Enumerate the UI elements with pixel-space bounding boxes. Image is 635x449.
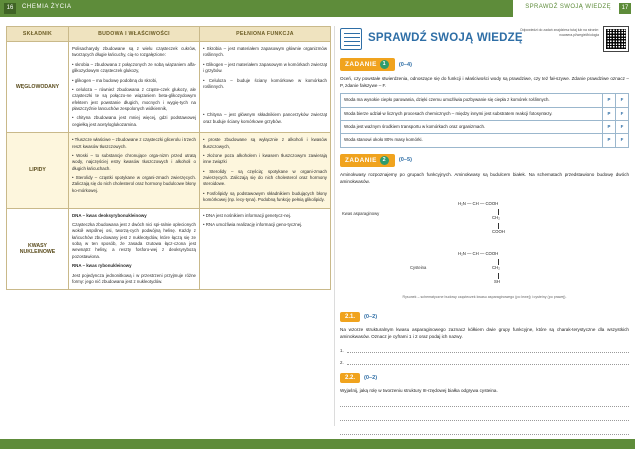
statement-text: Woda stanowi około 80% masy komórki.	[341, 134, 603, 147]
task-number: 2	[380, 156, 389, 165]
subtask-2-2-header	[340, 373, 629, 383]
paragraph: • chityna zbudowana jest mniej więcej, gdzi podstawowej cegiełką jest acetyloglukozamina.	[72, 115, 196, 127]
bond-line	[498, 223, 499, 229]
book-icon	[340, 28, 362, 50]
answer-field[interactable]	[347, 344, 629, 353]
true-option[interactable]: P	[603, 94, 616, 107]
paragraph: • Sterolidy – są częścią; spotykane w organi-zmach zwierzęcych. Zaliczają się do nich cholesterol oraz hormony steroidowe.	[203, 168, 327, 187]
chapter-label: CHEMIA ŻYCIA	[22, 4, 72, 10]
paragraph: • proste zbudowane są wyłącznie z alkoholi i kwasów tłuszczowych,	[203, 137, 327, 149]
row-structure	[69, 133, 200, 207]
amino-acid-figure	[340, 189, 629, 307]
paragraph: • Woski – to substancje chronujące orga-nizm przed utratą wody, najczęściej estry kwasów tłuszczowych i alkoholi o długich łańcuchach.	[72, 152, 196, 171]
check-your-knowledge-section	[340, 26, 629, 435]
row-function	[200, 133, 330, 207]
figure-label-left: Kwas asparaginowy	[342, 210, 380, 216]
task-2-text: Aminokwasy rozpoznajemy po grupach funkcyjnych. Aminokwasy są budulcem białek. Na schematach przedstawiono budowę dwóch aminokwasów.	[340, 171, 629, 184]
statement-text: Woda ma wysokie ciepło parowania, dzięki czemu umożliwia pozbywanie się ciepła z komórek roślinnych.	[341, 94, 603, 107]
row-function	[200, 209, 330, 290]
task-label: ZADANIE 1	[340, 58, 395, 71]
task-label: ZADANIE 2	[340, 154, 395, 167]
table-row	[341, 120, 629, 133]
paragraph: RNA – kwas rybonukleinowy	[72, 263, 132, 269]
answer-field[interactable]	[340, 412, 629, 421]
summary-table	[6, 26, 331, 290]
table-row	[7, 42, 330, 133]
page-number-left: 16	[4, 3, 16, 14]
table-header-function: PEŁNIONA FUNKCJA	[236, 31, 294, 37]
page-number-right: 17	[619, 3, 631, 14]
paragraph: • Chityna – jest głównym składnikiem pancerzyków zwierząt oraz buduje ściany komórkowe grzybów.	[203, 112, 327, 124]
bond-line	[498, 259, 499, 265]
bond-line	[498, 209, 499, 215]
table-header-structure: BUDOWA I WŁAŚCIWOŚCI	[69, 27, 200, 41]
subtask-2-1-header	[340, 312, 629, 322]
column-divider	[334, 26, 335, 426]
paragraph: • złożone poza alkoholem i kwasem tłuszczowym zawierają inne związki	[203, 152, 327, 165]
paragraph: • Fosfolipidy są podstawowym składnikiem budujących błony komórkowej (np. lecy-tyna). Podobną funkcję pełnią glikolipidy.	[203, 190, 327, 203]
figure-caption: Rysunek – schematyczne budowy cząsteczek kwasu asparaginowego (po lewej) i cysteiny (po prawej).	[402, 294, 567, 299]
paragraph: Jest pojedyncza jednonitkową i w przestrzeni przyjmuje różne formy: jego nić zbudowana jest z nukleotydów.	[72, 272, 196, 284]
true-option[interactable]: P	[603, 120, 616, 133]
table-row	[341, 134, 629, 147]
subtask-2-2-text: Wyjaśnij, jaką rolę w tworzeniu struktury III-rzędowej białka odgrywa cysteina.	[340, 388, 498, 394]
formula-line: CH₂	[492, 214, 500, 220]
row-structure	[69, 209, 200, 290]
subtask-tag: 2.1.	[340, 312, 360, 322]
formula-line: H₂N — CH — COOH	[458, 200, 499, 206]
formula-line: SH	[494, 278, 500, 284]
false-option[interactable]: F	[616, 134, 629, 147]
task-2-header	[340, 154, 629, 167]
task-number: 1	[380, 60, 389, 69]
false-option[interactable]: F	[616, 107, 629, 120]
table-header-component: SKŁADNIK	[7, 27, 69, 41]
formula-line: COOH	[492, 228, 505, 234]
answer-line[interactable]	[340, 356, 629, 365]
answer-line[interactable]	[340, 344, 629, 353]
answer-line-number: 2.	[340, 360, 344, 366]
statement-text: Woda jest ważnym środkiem transportu w komórkach oraz organizmach.	[341, 120, 603, 133]
subtask-points: (0–2)	[364, 313, 378, 320]
paragraph: • celuloza – również zbudowana z cząste-czek glukozy, ale cząsteczki te są połączo-ne wiązaniem beta-glikozydowym efektem jest powstanie długich, mocnych i wygię-tych na płaszczyźnie lancuchów zespolonych wiókiennik,	[72, 86, 196, 111]
formula-line: CH₂	[492, 264, 500, 270]
false-option[interactable]: F	[616, 94, 629, 107]
paragraph: • Skrobia – jest materiałem zapasowym głównie organizmów roślinnych.	[203, 46, 327, 58]
answers-note: Odpowiedzi do zadań znajdziesz tutaj lub na stronie: nowaera.pl/wegiel/biologia	[520, 28, 599, 38]
table-row	[7, 133, 330, 208]
paragraph: • Tłuszcze właściwe – zbudowane z cząsteczki glicerolu i trzech reszt kwasów tłuszczowych.	[72, 137, 196, 149]
subtask-2-1-text: Na wzorze strukturalnym kwasu asparaginowego zaznacz kółkiem dwie grupy funkcyjne, które są charak-terystyczne dla wszystkich aminokwasów. Oznacz je cyframi 1 i 2 oraz podaj ich nazwy.	[340, 326, 629, 340]
subtask-tag: 2.2.	[340, 373, 360, 383]
row-function	[200, 42, 330, 132]
true-option[interactable]: P	[603, 107, 616, 120]
statement-text: Woda bierze udział w licznych procesach chemicznych – między innymi jest substratem reakcji fotosyntezy.	[341, 107, 603, 120]
paragraph: • RNA umożliwia realizację informacji geno-tycznej.	[203, 221, 303, 227]
page-footer-bar	[0, 439, 635, 449]
bond-line	[498, 273, 499, 279]
formula-line: H₂N — CH — COOH	[458, 250, 499, 256]
qr-code-icon[interactable]	[603, 26, 629, 52]
paragraph: • skrobia – zbudowana z połączonych ze sobą wiązaniem alfa-glikozydowym cząsteczek glukozy,	[72, 61, 196, 74]
paragraph: • glikogen – ma budowę podobną do skrobi,	[72, 77, 158, 83]
paragraph: Polisacharydy zbudowane są z wielu cząsteczek cukrów, tworzących długie łańcuchy, cią-ro rozgałęzione:	[72, 46, 196, 58]
paragraph: • Sterolidy – cząstki spotykane w organi-zmach zwierzęcych. Zaliczają się do nich cholesterol oraz hormony budulcowe błony ko-mórkowej.	[72, 175, 196, 193]
paragraph: • Celuloza – buduje ściany komórkowe w komórkach roślinnych.	[203, 77, 327, 89]
row-category: LIPIDY	[7, 133, 69, 207]
task-points: (0–5)	[398, 157, 412, 164]
table-row	[341, 94, 629, 107]
paragraph: • DNA jest nośnikiem informacji genetycz-nej.	[203, 212, 292, 218]
paragraph: DNA – kwas deoksyrybonukleinowy	[72, 212, 147, 218]
true-false-table	[340, 93, 629, 148]
answer-line-number: 1.	[340, 348, 344, 354]
answer-field[interactable]	[340, 426, 629, 435]
section-tab-label: SPRAWDŹ SWOJĄ WIEDZĘ	[525, 4, 611, 10]
false-option[interactable]: F	[616, 120, 629, 133]
section-heading	[340, 26, 629, 56]
section-title: SPRAWDŹ SWOJĄ WIEDZĘ	[368, 32, 523, 44]
table-row	[341, 107, 629, 120]
table-header-row	[7, 27, 330, 42]
task-points: (0–4)	[398, 61, 412, 68]
page-header-bar	[0, 0, 635, 17]
paragraph: • Glikogen – jest materiałem zapasowym w komórkach zwierząt i grzybów.	[203, 61, 327, 74]
table-row	[7, 209, 330, 290]
task-1-header	[340, 58, 629, 71]
figure-label-right: Cysteina	[410, 264, 427, 270]
row-structure	[69, 42, 200, 132]
true-option[interactable]: P	[603, 134, 616, 147]
paragraph: Cząsteczka zbudowana jest z dwóch nici spi-ralnie oplecionych wokół wspólnej osi, tworzą-cych podwójną helisę. Każdy z łańcuchów zbu-dowany jest z nukleotydów, które łączą się ze sobą w ten sposób, że zasada rzutowa łącz-czona jest wewnątrz helisy, a reszty fosforo-wej z deoksyrybozą pozostawiona.	[72, 221, 196, 259]
task-1-text: Oceń, czy powstałe stwierdzenia, odnoszące się do funkcji i właściwości wody są prawdziwe, czy też fał-szywe. Zdanie prawdziwe oznacz – P, zdanie fałszywe – F.	[340, 76, 629, 89]
answer-field[interactable]	[340, 398, 629, 407]
answer-field[interactable]	[347, 356, 629, 365]
row-category: KWASY NUKLEINOWE	[7, 209, 69, 290]
row-category: WĘGLOWODANY	[7, 42, 69, 132]
subtask-points: (0–2)	[364, 375, 378, 382]
